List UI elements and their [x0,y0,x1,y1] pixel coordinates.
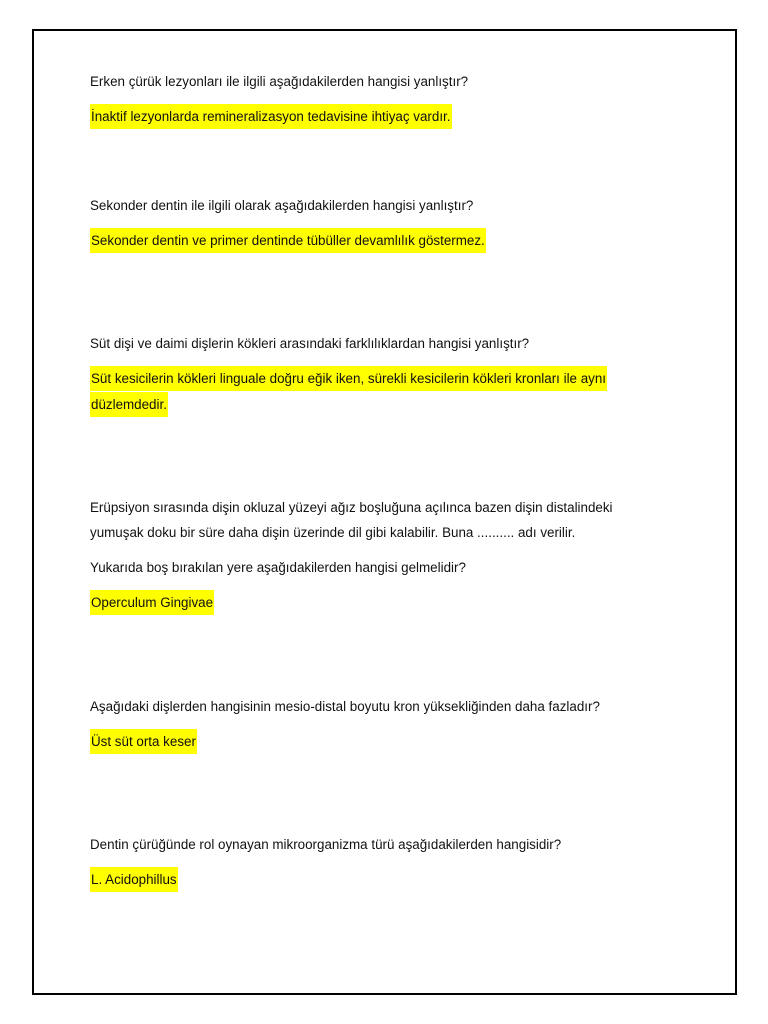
answer-3-line-1: Süt kesicilerin kökleri linguale doğru eğik iken, sürekli kesicilerin kökleri kronları ile aynı [90,366,607,391]
question-4-line-2: yumuşak doku bir süre daha dişin üzerinde dil gibi kalabilir. Buna .......... adı verilir. [90,525,576,540]
answer-2-text: Sekonder dentin ve primer dentinde tübüller devamlılık göstermez. [90,228,486,253]
question-4-line-1: Erüpsiyon sırasında dişin okluzal yüzeyi ağız boşluğuna açılınca bazen dişin distalindeki [90,500,613,515]
answer-6-text: L. Acidophillus [90,867,178,892]
question-1-text: Erken çürük lezyonları ile ilgili aşağıdakilerden hangisi yanlıştır? [90,74,469,89]
question-4-line-3: Yukarıda boş bırakılan yere aşağıdakilerden hangisi gelmelidir? [90,560,466,575]
question-2-text: Sekonder dentin ile ilgili olarak aşağıdakilerden hangisi yanlıştır? [90,198,474,213]
answer-1-text: İnaktif lezyonlarda remineralizasyon tedavisine ihtiyaç vardır. [90,104,452,129]
answer-4-text: Operculum Gingivae [90,590,214,615]
answer-3-line-2: düzlemdedir. [90,392,168,417]
question-5-text: Aşağıdaki dişlerden hangisinin mesio-distal boyutu kron yüksekliğinden daha fazladır? [90,699,600,714]
question-3-text: Süt dişi ve daimi dişlerin kökleri arasındaki farklılıklardan hangisi yanlıştır? [90,336,530,351]
answer-5-text: Üst süt orta keser [90,729,197,754]
question-6-text: Dentin çürüğünde rol oynayan mikroorganizma türü aşağıdakilerden hangisidir? [90,837,562,852]
